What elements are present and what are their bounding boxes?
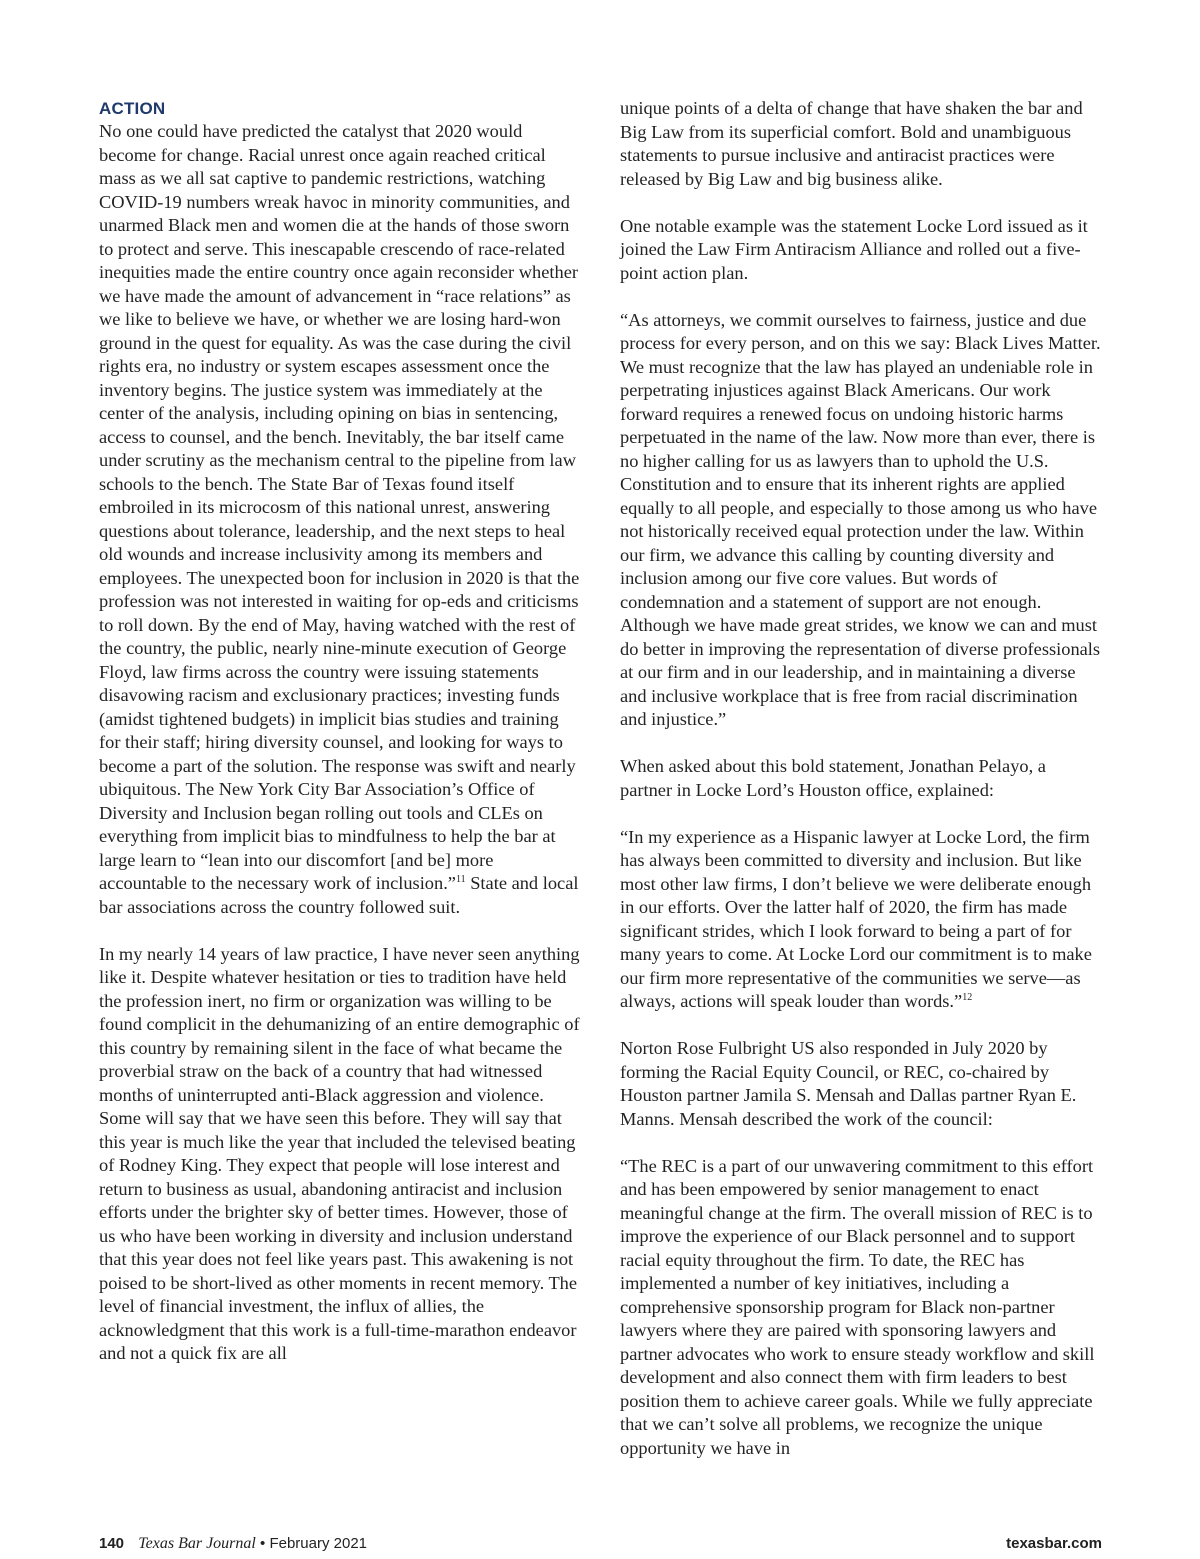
paragraph: In my nearly 14 years of law practice, I have never seen anything like it. Despite whatever hesitation or ties to tradition have held the profession inert, no firm or organization was willing to be found complicit in the dehumanizing of an entire demographic of this country by remaining silent in the face of what became the proverbial straw on the back of a country that had witnessed months of uninterrupted anti-Black aggression and violence. Some will say that we have seen this before. They will say that this year is much like the year that included the televised beating of Rodney King. They expect that people will lose interest and return to business as usual, abandoning antiracist and inclusion efforts under the brighter sky of better times. However, those of us who have been working in diversity and inclusion understand that this year does not feel like years past. This awakening is not poised to be short-lived as other moments in recent memory. The level of financial investment, the influx of allies, the acknowledgment that this work is a full-time-marathon endeavor and not a quick fix are all — [99, 943, 580, 1363]
footnote-ref: 12 — [962, 991, 973, 1003]
quote-paragraph: “As attorneys, we commit ourselves to fairness, justice and due process for every person, and on this we say: Black Lives Matter. We must recognize that the law has played an undeniable role in perpetrating injustices against Black Americans. Our work forward requires a renewed focus on undoing historic harms perpetuated in the name of the law. Now more than ever, there is no higher calling for us as lawyers than to uphold the U.S. Constitution and to ensure that its inherent rights are applied equally to all people, and especially to those among us who have not historically received equal protection under the law. Within our firm, we advance this calling by counting diversity and inclusion among our five core values. But words of condemnation and a statement of support are not enough. Although we have made great strides, we know we can and must do better in improving the representation of diverse professionals at our firm and in our leadership, and in maintaining a diverse and inclusive workplace that is free from racial discrimination and injustice.” — [620, 309, 1101, 729]
footer-separator: • — [260, 1535, 266, 1552]
section-heading: ACTION — [99, 99, 166, 118]
quote-paragraph: “In my experience as a Hispanic lawyer at Locke Lord, the firm has always been committed to diversity and inclusion. But like most other law firms, I don’t believe we were deliberate enough in our efforts. Over the latter half of 2020, the firm has made significant strides, which I look forward to being a part of for many years to come. At Locke Lord our commitment is to make our firm more representative of the communities we serve—as always, actions will speak louder than words.”$^{12}$ — [620, 826, 1092, 1011]
quote-paragraph: “The REC is a part of our unwavering commitment to this effort and has been empowered by senior management to enact meaningful change at the firm. The overall mission of REC is to improve the experience of our Black personnel and to support racial equity throughout the firm. To date, the REC has implemented a number of key initiatives, including a comprehensive sponsorship program for Black non-partner lawyers where they are paired with sponsoring lawyers and partner advocates who work to ensure steady workflow and skill development and also connect them with firm leaders to best position them to achieve career goals. While we fully appreciate that we can’t solve all problems, we recognize the unique opportunity we have in — [620, 1155, 1095, 1458]
left-column — [99, 97, 583, 1366]
footnote-ref: 11 — [455, 873, 466, 885]
journal-title: Texas Bar Journal — [138, 1535, 256, 1552]
site-link[interactable]: texasbar.com — [1006, 1535, 1102, 1552]
paragraph: No one could have predicted the catalyst that 2020 would become for change. Racial unrest once again reached critical mass as we all sat captive to pandemic restrictions, watching COVID-19 numbers wreak havoc in minority communities, and unarmed Black men and women die at the hands of those sworn to protect and serve. This inescapable crescendo of race-related inequities made the entire country once again reconsider whether we have made the amount of advancement in “race relations” as we like to believe we have, or whether we are losing hard-won ground in the quest for equality. As was the case during the civil rights era, no industry or system escapes assessment once the inventory begins. The justice system was immediately at the center of the analysis, including opining on bias in sentencing, access to counsel, and the bench. Inevitably, the bar itself came under scrutiny as the mechanism central to the pipeline from law schools to the bench. The State Bar of Texas found itself embroiled in its microcosm of this national unrest, answering questions about tolerance, leadership, and the next steps to heal old wounds and increase inclusivity among its members and employees. The unexpected boon for inclusion in 2020 is that the profession was not interested in waiting for op-eds and criticisms to roll down. By the end of May, having watched with the rest of the country, the public, nearly nine-minute execution of George Floyd, law firms across the country were issuing statements disavowing racism and exclusionary practices; investing funds (amidst tightened budgets) in implicit bias studies and training for their staff; hiring diversity counsel, and looking for ways to become a part of the solution. The response was swift and nearly ubiquitous. The New York City Bar Association’s Office of Diversity and Inclusion began rolling out tools and CLEs on everything from implicit bias to mindfulness to help the bar at large learn to “lean into our discomfort [and be] more accountable to the necessary work of inclusion.”$^{11}$ State and local bar associations across the country followed suit. — [99, 121, 580, 917]
footer-left — [99, 1535, 367, 1553]
right-column — [620, 97, 1102, 1460]
page-number: 140 — [99, 1535, 125, 1552]
paragraph: unique points of a delta of change that have shaken the bar and Big Law from its superficial comfort. Bold and unambiguous statements to pursue inclusive and antiracist practices were released by Big Law and big business alike. — [620, 98, 1083, 189]
issue-date: February 2021 — [269, 1535, 368, 1552]
paragraph: One notable example was the statement Locke Lord issued as it joined the Law Firm Antiracism Alliance and rolled out a five-point action plan. — [620, 215, 1088, 283]
paragraph: Norton Rose Fulbright US also responded in July 2020 by forming the Racial Equity Council, or REC, co-chaired by Houston partner Jamila S. Mensah and Dallas partner Ryan E. Manns. Mensah described the work of the council: — [620, 1038, 1077, 1129]
page-footer — [99, 1535, 1102, 1559]
paragraph: When asked about this bold statement, Jonathan Pelayo, a partner in Locke Lord’s Houston office, explained: — [620, 756, 1046, 800]
